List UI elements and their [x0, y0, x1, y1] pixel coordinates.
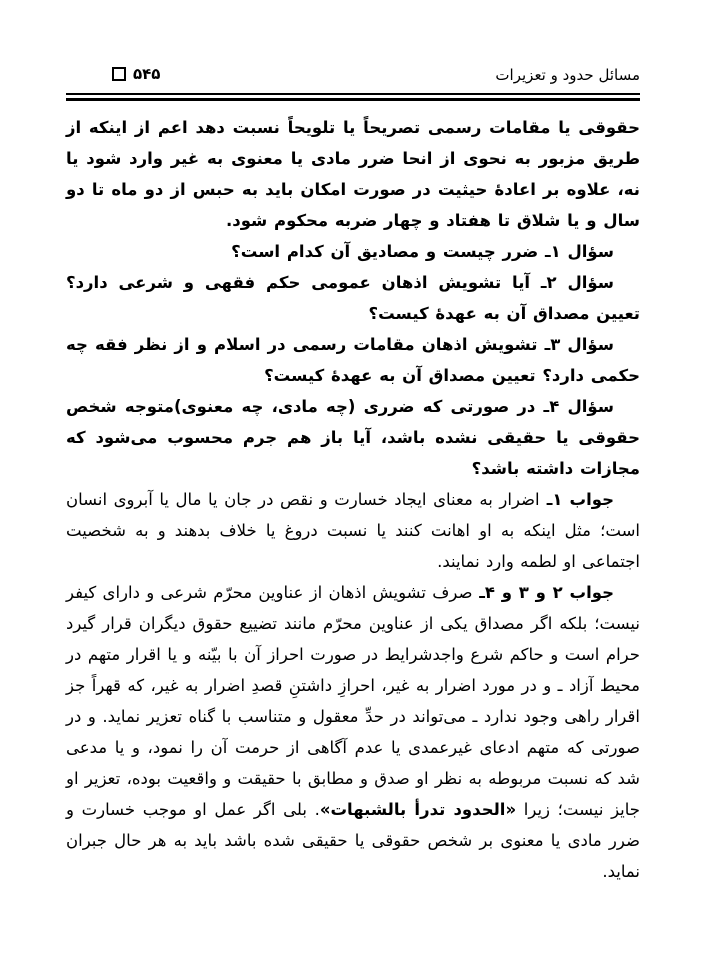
- divider-thin-line: [66, 93, 640, 95]
- question-text: در صورتی که ضرری (چه مادی، چه معنوی)متوجه شخص حقوقی یا حقیقی نشده باشد، آیا باز هم جرم محسوب می‌شود که مجازات داشته باشد؟: [66, 397, 640, 478]
- answer-text: . بلی اگر عمل او موجب خسارت و ضرر مادی یا معنوی بر شخص حقوقی یا حقیقی شده باشد باید به هر حال جبران نماید.: [66, 800, 640, 881]
- question-text: ضرر چیست و مصادیق آن کدام است؟: [231, 242, 539, 261]
- page-number: ۵۴۵: [133, 65, 161, 83]
- folio: [112, 67, 160, 81]
- answer-label: جواب ۱ـ: [539, 490, 614, 509]
- question-label: سؤال ۳ـ: [537, 335, 614, 354]
- question-text: آیا تشویش اذهان عمومی حکم فقهی و شرعی دارد؟ تعیین مصداق آن به عهدهٔ کیست؟: [66, 273, 640, 323]
- paragraph-text: حقوقی یا مقامات رسمی تصریحاً یا تلویحاً نسبت دهد اعم از اینکه از طریق مزبور به نحوی از انحا ضرر مادی یا معنوی به غیر وارد شود یا نه، علاوه بر اعادهٔ حیثیت در صورت امکان باید به حبس از دو ماه تا دو سال و یا شلاق تا هفتاد و چهار ضربه محکوم شود.: [66, 118, 640, 230]
- page-body: [66, 112, 640, 887]
- page-header: [66, 58, 640, 90]
- question-text: تشویش اذهان مقامات رسمی در اسلام و از نظر فقه چه حکمی دارد؟ تعیین مصداق آن به عهدهٔ کیست؟: [66, 335, 640, 385]
- question-label: سؤال ۱ـ: [538, 242, 614, 261]
- question-1: [66, 236, 640, 267]
- divider-thick-line: [66, 98, 640, 102]
- header-divider: [66, 93, 640, 101]
- question-2: [66, 267, 640, 329]
- question-3: [66, 329, 640, 391]
- answer-1: [66, 484, 640, 577]
- answer-text: صرف تشویش اذهان از عناوین محرّم شرعی و دارای کیفر نیست؛ بلکه اگر مصداق یکی از عناوین محرّم مانند تضییع حقوق دیگران قرار گیرد حرام است و حاکم شرع واجدشرایط در صورت احراز آن با بیّنه و یا اقرار متهم در محیط آزاد ـ و در مورد اضرار به غیر، احرازِ داشتنِ قصدِ اضرار به غیر، که قهراً جز اقرار راهی وجود ندارد ـ می‌تواند در حدِّ معقول و متناسب با گناه تعزیر نماید. و در صورتی که متهم ادعای غیرعمدی یا عدم آگاهی از حرمت آن را نمود، و یا مدعی شد که نسبت مربوطه به نظر او صدق و مطابق با حقیقت و واقعیت بوده، تعزیر او جایز نیست؛ زیرا: [66, 583, 640, 819]
- running-title: مسائل حدود و تعزیرات: [495, 66, 640, 84]
- answer-label: جواب ۲ و ۳ و ۴ـ: [472, 583, 614, 602]
- legal-maxim: «الحدود تدرأ بالشبهات»: [319, 800, 517, 819]
- square-icon: [112, 67, 126, 81]
- answer-text: اضرار به معنای ایجاد خسارت و نقص در جان یا مال یا آبروی انسان است؛ مثل اینکه به او اهانت کنند یا نسبت دروغ یا خلاف بدهند و به شخصیت اجتماعی او لطمه وارد نمایند.: [66, 490, 640, 571]
- paragraph-intro: [66, 112, 640, 236]
- answer-2-3-4: [66, 577, 640, 887]
- question-label: سؤال ۴ـ: [535, 397, 615, 416]
- question-4: [66, 391, 640, 484]
- question-label: سؤال ۲ـ: [530, 273, 614, 292]
